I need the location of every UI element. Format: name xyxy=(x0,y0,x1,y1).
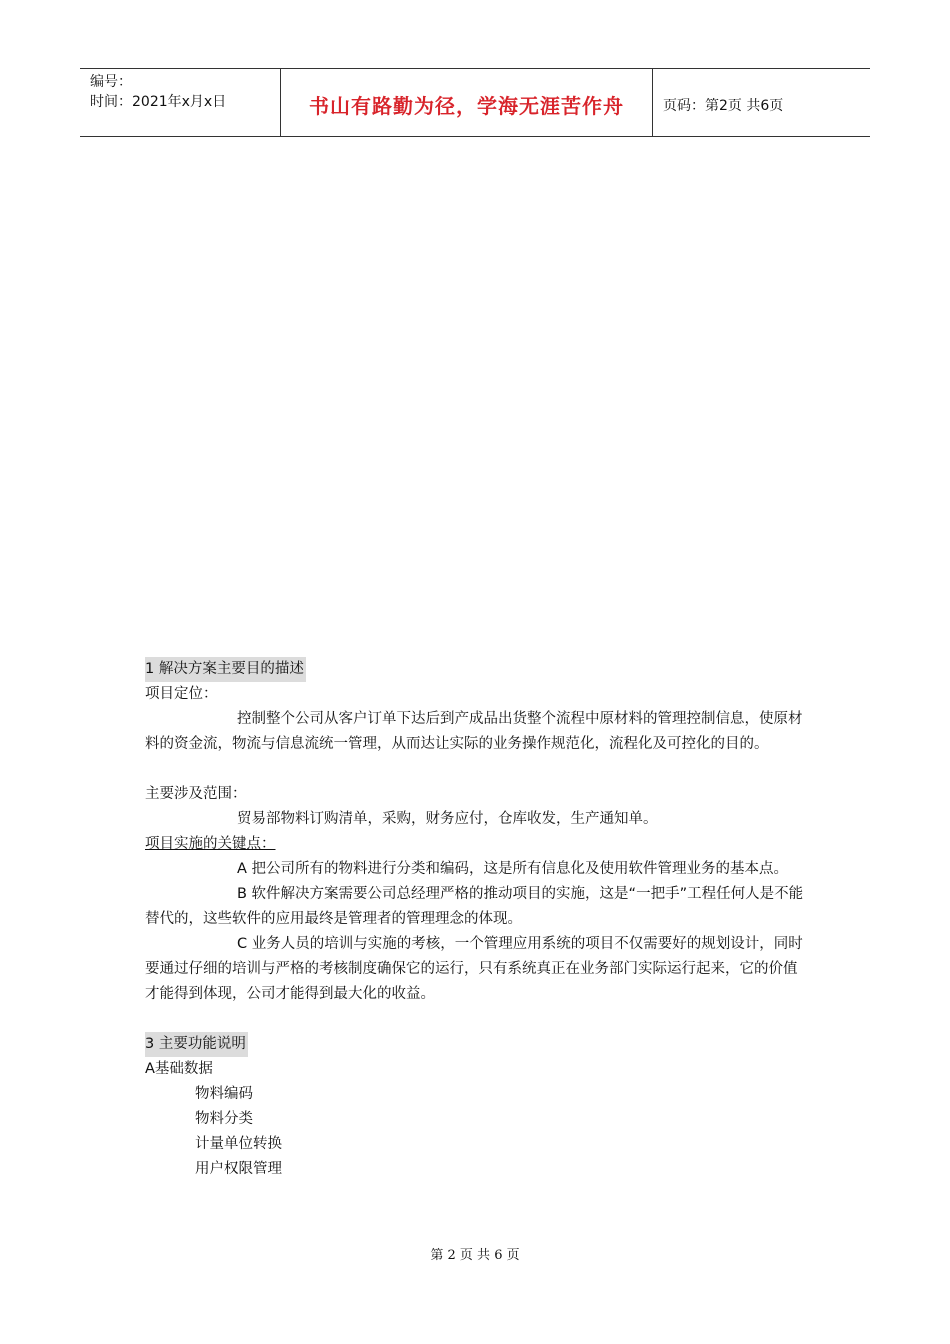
scope-label: 主要涉及范围： xyxy=(145,786,247,802)
date-label: 时间：2021年x月x日 xyxy=(90,94,227,110)
list-item: 物料分类 xyxy=(195,1111,253,1127)
positioning-text: 控制整个公司从客户订单下达后到产成品出货整个流程中原材料的管理控制信息，使原材料的资金流，物流与信息流统一管理，从而达让实际的业务操作规范化，流程化及可控化的目的。 xyxy=(145,711,803,752)
page-header xyxy=(80,68,870,137)
header-motto: 书山有路勤为径，学海无涯苦作舟 xyxy=(281,69,653,136)
section-1-title: 1 解决方案主要目的描述 xyxy=(145,657,306,682)
document-body xyxy=(145,657,810,1182)
page-footer: 第 2 页 共 6 页 xyxy=(430,1248,520,1263)
keypoint-c: C 业务人员的培训与实施的考核，一个管理应用系统的项目不仅需要好的规划设计，同时要通过仔细的培训与严格的考核制度确保它的运行，只有系统真正在业务部门实际运行起来，它的价值才能得到体现，公司才能得到最大化的收益。 xyxy=(145,936,803,1002)
list-item: 用户权限管理 xyxy=(195,1161,282,1177)
spacer xyxy=(145,757,810,782)
scope-text: 贸易部物料订购清单，采购，财务应付，仓库收发，生产通知单。 xyxy=(237,811,658,827)
section-3-title: 3 主要功能说明 xyxy=(145,1032,248,1057)
keypoints-label: 项目实施的关键点： xyxy=(145,836,276,852)
header-meta xyxy=(80,69,281,136)
group-a-label: A基础数据 xyxy=(145,1061,213,1077)
positioning-label: 项目定位： xyxy=(145,686,218,702)
keypoint-a: A 把公司所有的物料进行分类和编码，这是所有信息化及使用软件管理业务的基本点。 xyxy=(237,861,789,877)
number-label: 编号： xyxy=(90,74,132,90)
header-page-info: 页码：第2页 共6页 xyxy=(663,97,784,114)
list-item: 计量单位转换 xyxy=(195,1136,282,1152)
keypoint-b: B 软件解决方案需要公司总经理严格的推动项目的实施，这是“一把手”工程任何人是不能替代的，这些软件的应用最终是管理者的管理理念的体现。 xyxy=(145,886,804,927)
list-item: 物料编码 xyxy=(195,1086,253,1102)
spacer xyxy=(145,1007,810,1032)
